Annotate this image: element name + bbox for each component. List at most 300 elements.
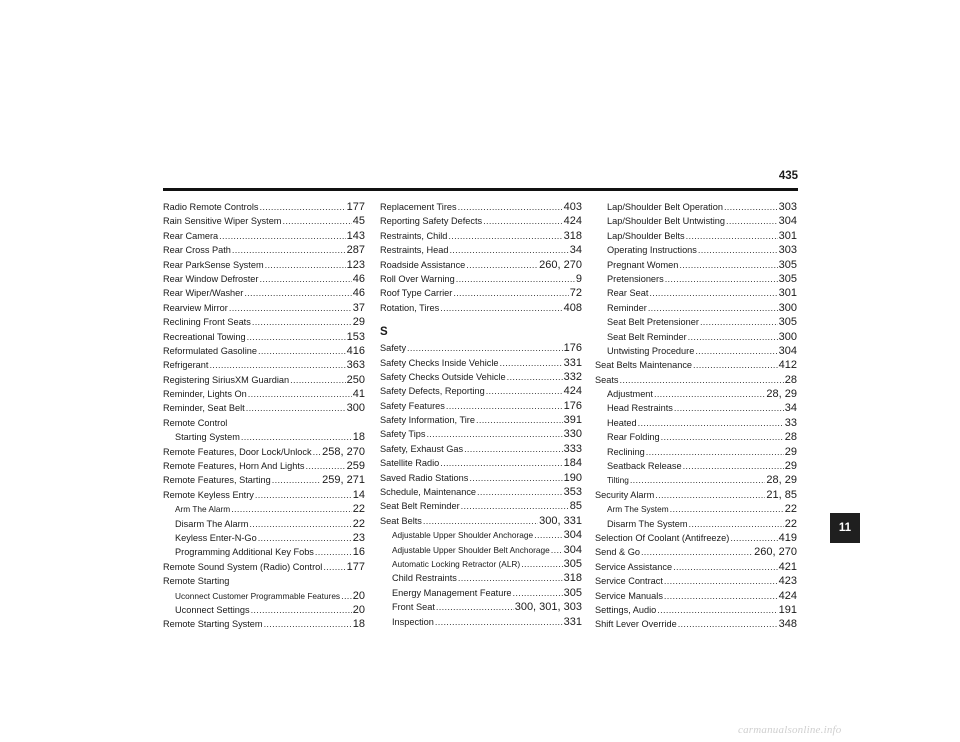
dot-leader bbox=[686, 229, 778, 243]
entry-term: Rear Wiper/Washer bbox=[163, 288, 244, 299]
entry-page-ref: 305 bbox=[778, 258, 797, 271]
dot-leader bbox=[477, 485, 563, 499]
index-entry bbox=[380, 341, 582, 355]
index-entry bbox=[595, 617, 797, 631]
dot-leader bbox=[674, 401, 784, 415]
entry-term: Remote Features, Starting bbox=[163, 475, 271, 486]
entry-page-ref: 45 bbox=[352, 215, 365, 228]
entry-page-ref: 28 bbox=[784, 373, 797, 386]
dot-leader bbox=[260, 200, 346, 214]
entry-page-ref: 305 bbox=[778, 272, 797, 285]
entry-term: Pregnant Women bbox=[607, 259, 679, 270]
index-entry bbox=[380, 301, 582, 315]
entry-term: Safety Defects, Reporting bbox=[380, 386, 485, 397]
entry-page-ref: 300, 331 bbox=[539, 514, 582, 527]
entry-term: Reclining bbox=[607, 446, 645, 457]
dot-leader bbox=[507, 370, 563, 384]
entry-term: Reclining Front Seats bbox=[163, 317, 251, 328]
index-entry bbox=[380, 399, 582, 413]
index-subentry bbox=[595, 401, 797, 415]
entry-page-ref: 18 bbox=[352, 431, 365, 444]
header-rule bbox=[163, 188, 798, 191]
index-entry bbox=[595, 574, 797, 588]
entry-page-ref: 419 bbox=[778, 531, 797, 544]
index-subentry bbox=[595, 387, 797, 401]
entry-term: Adjustment bbox=[607, 389, 653, 400]
entry-page-ref: 300 bbox=[778, 301, 797, 314]
dot-leader bbox=[272, 473, 321, 487]
entry-term: Saved Radio Stations bbox=[380, 472, 469, 483]
index-entry bbox=[380, 413, 582, 427]
entry-term: Safety Features bbox=[380, 400, 445, 411]
index-subentry bbox=[380, 600, 582, 614]
entry-page-ref: 423 bbox=[778, 575, 797, 588]
dot-leader bbox=[247, 330, 346, 344]
index-entry bbox=[595, 488, 797, 502]
dot-leader bbox=[689, 517, 784, 531]
dot-leader bbox=[258, 531, 352, 545]
entry-page-ref: 305 bbox=[563, 586, 582, 599]
dot-leader bbox=[661, 430, 784, 444]
dot-leader bbox=[483, 214, 563, 228]
entry-page-ref: 22 bbox=[784, 517, 797, 530]
entry-page-ref: 391 bbox=[563, 414, 582, 427]
index-entry bbox=[163, 560, 365, 574]
entry-page-ref: 23 bbox=[352, 531, 365, 544]
index-subentry bbox=[595, 272, 797, 286]
index-entry bbox=[380, 214, 582, 228]
index-entry bbox=[380, 229, 582, 243]
index-entry bbox=[163, 286, 365, 300]
dot-leader bbox=[693, 358, 778, 372]
entry-page-ref: 72 bbox=[569, 287, 582, 300]
index-entry bbox=[163, 574, 365, 588]
index-entry bbox=[163, 344, 365, 358]
entry-term: Reformulated Gasoline bbox=[163, 345, 257, 356]
entry-page-ref: 300, 301, 303 bbox=[514, 601, 582, 614]
dot-leader bbox=[499, 356, 562, 370]
entry-page-ref: 258, 270 bbox=[322, 445, 365, 458]
entry-page-ref: 28 bbox=[784, 431, 797, 444]
entry-page-ref: 34 bbox=[784, 402, 797, 415]
dot-leader bbox=[323, 560, 345, 574]
index-entry bbox=[380, 286, 582, 300]
entry-term: Seats bbox=[595, 374, 619, 385]
index-subentry bbox=[595, 445, 797, 459]
entry-term: Rearview Mirror bbox=[163, 302, 228, 313]
index-entry bbox=[380, 272, 582, 286]
entry-page-ref: 259 bbox=[346, 460, 365, 473]
entry-term: Remote Features, Horn And Lights bbox=[163, 461, 305, 472]
index-subentry bbox=[380, 586, 582, 600]
dot-leader bbox=[683, 459, 784, 473]
dot-leader bbox=[436, 600, 514, 614]
entry-page-ref: 301 bbox=[778, 229, 797, 242]
index-subentry bbox=[595, 517, 797, 531]
entry-page-ref: 424 bbox=[563, 385, 582, 398]
entry-page-ref: 22 bbox=[352, 517, 365, 530]
dot-leader bbox=[251, 603, 352, 617]
index-subentry bbox=[380, 571, 582, 585]
entry-page-ref: 21, 85 bbox=[766, 488, 797, 501]
index-subentry bbox=[595, 473, 797, 487]
index-entry bbox=[595, 560, 797, 574]
dot-leader bbox=[630, 473, 766, 487]
entry-term: Seat Belts bbox=[380, 515, 422, 526]
entry-term: Service Manuals bbox=[595, 590, 663, 601]
entry-term: Safety Tips bbox=[380, 429, 426, 440]
entry-page-ref: 29 bbox=[352, 316, 365, 329]
index-subentry bbox=[595, 459, 797, 473]
entry-term: Remote Sound System (Radio) Control bbox=[163, 561, 323, 572]
index-entry bbox=[163, 301, 365, 315]
entry-term: Safety bbox=[380, 343, 407, 354]
dot-leader bbox=[641, 545, 753, 559]
entry-term: Heated bbox=[607, 417, 637, 428]
index-entry bbox=[595, 531, 797, 545]
index-subentry bbox=[595, 430, 797, 444]
entry-term: Restraints, Head bbox=[380, 245, 449, 256]
entry-term: Satellite Radio bbox=[380, 458, 440, 469]
dot-leader bbox=[456, 272, 575, 286]
index-subentry bbox=[163, 545, 365, 559]
dot-leader bbox=[407, 341, 563, 355]
dot-leader bbox=[665, 272, 778, 286]
index-subentry bbox=[595, 286, 797, 300]
index-subentry bbox=[163, 589, 365, 603]
entry-page-ref: 424 bbox=[778, 589, 797, 602]
dot-leader bbox=[219, 229, 345, 243]
dot-leader bbox=[246, 401, 346, 415]
entry-term: Child Restraints bbox=[392, 573, 457, 584]
entry-term: Seat Belt Reminder bbox=[607, 331, 687, 342]
dot-leader bbox=[446, 399, 563, 413]
dot-leader bbox=[486, 384, 563, 398]
dot-leader bbox=[252, 315, 352, 329]
index-entry bbox=[595, 545, 797, 559]
entry-page-ref: 416 bbox=[346, 344, 365, 357]
entry-page-ref: 333 bbox=[563, 442, 582, 455]
entry-page-ref: 184 bbox=[563, 457, 582, 470]
entry-term: Service Contract bbox=[595, 576, 663, 587]
entry-term: Arm The Alarm bbox=[175, 504, 231, 515]
dot-leader bbox=[282, 214, 351, 228]
index-subentry bbox=[380, 543, 582, 557]
index-column-b-s-entries bbox=[380, 341, 582, 629]
entry-term: Radio Remote Controls bbox=[163, 202, 259, 212]
index-entry bbox=[380, 243, 582, 257]
entry-page-ref: 332 bbox=[563, 370, 582, 383]
index-subentry bbox=[595, 502, 797, 516]
entry-term: Tilting bbox=[607, 475, 629, 486]
entry-term: Settings, Audio bbox=[595, 604, 657, 615]
entry-term: Arm The System bbox=[607, 504, 669, 515]
index-entry bbox=[380, 427, 582, 441]
entry-term: Rear Seat bbox=[607, 288, 649, 299]
entry-page-ref: 18 bbox=[352, 618, 365, 631]
entry-term: Uconnect Customer Programmable Features bbox=[175, 590, 341, 601]
dot-leader bbox=[426, 427, 562, 441]
dot-leader bbox=[209, 358, 345, 372]
entry-term: Recreational Towing bbox=[163, 331, 246, 342]
entry-term: Rear Camera bbox=[163, 230, 219, 241]
index-column-c bbox=[595, 200, 797, 632]
entry-term: Starting System bbox=[175, 432, 240, 443]
entry-term: Remote Features, Door Lock/Unlock bbox=[163, 446, 312, 457]
dot-leader bbox=[620, 373, 784, 387]
index-entry bbox=[163, 401, 365, 415]
dot-leader bbox=[654, 387, 765, 401]
entry-page-ref: 300 bbox=[346, 402, 365, 415]
index-subentry bbox=[595, 229, 797, 243]
index-subentry bbox=[380, 557, 582, 571]
index-subentry bbox=[163, 531, 365, 545]
dot-leader bbox=[315, 545, 352, 559]
index-entry bbox=[163, 243, 365, 257]
entry-page-ref: 412 bbox=[778, 359, 797, 372]
entry-term: Registering SiriusXM Guardian bbox=[163, 374, 290, 385]
index-entry bbox=[163, 373, 365, 387]
index-subentry bbox=[595, 416, 797, 430]
dot-leader bbox=[657, 603, 777, 617]
entry-page-ref: 20 bbox=[352, 589, 365, 602]
entry-term: Rain Sensitive Wiper System bbox=[163, 216, 282, 227]
entry-page-ref: 421 bbox=[778, 560, 797, 573]
entry-page-ref: 176 bbox=[563, 399, 582, 412]
dot-leader bbox=[679, 258, 777, 272]
entry-page-ref: 14 bbox=[352, 488, 365, 501]
index-entry bbox=[380, 471, 582, 485]
dot-leader bbox=[678, 617, 778, 631]
entry-term: Rear Cross Path bbox=[163, 245, 231, 256]
dot-leader bbox=[534, 528, 562, 542]
entry-term: Uconnect Settings bbox=[175, 604, 250, 615]
index-entry bbox=[595, 603, 797, 617]
index-entry bbox=[595, 358, 797, 372]
entry-term: Disarm The Alarm bbox=[175, 518, 249, 529]
index-subentry bbox=[163, 517, 365, 531]
index-entry bbox=[163, 214, 365, 228]
entry-page-ref: 304 bbox=[778, 344, 797, 357]
index-entry bbox=[380, 499, 582, 513]
dot-leader bbox=[449, 243, 568, 257]
entry-page-ref: 177 bbox=[346, 560, 365, 573]
index-entry bbox=[163, 330, 365, 344]
index-subentry bbox=[595, 344, 797, 358]
dot-leader bbox=[435, 615, 563, 629]
watermark: carmanualsonline.info bbox=[738, 724, 842, 736]
entry-page-ref: 28, 29 bbox=[766, 388, 797, 401]
entry-term: Safety Checks Inside Vehicle bbox=[380, 357, 499, 368]
entry-term: Disarm The System bbox=[607, 518, 688, 529]
entry-page-ref: 33 bbox=[784, 416, 797, 429]
entry-term: Reporting Safety Defects bbox=[380, 216, 483, 227]
dot-leader bbox=[255, 488, 352, 502]
dot-leader bbox=[244, 286, 351, 300]
entry-term: Rear Folding bbox=[607, 432, 660, 443]
entry-term: Lap/Shoulder Belts bbox=[607, 230, 685, 241]
entry-term: Head Restraints bbox=[607, 403, 673, 414]
section-tab: 11 bbox=[830, 513, 860, 543]
index-subentry bbox=[595, 301, 797, 315]
dot-leader bbox=[464, 442, 563, 456]
index-entry bbox=[163, 459, 365, 473]
entry-page-ref: 177 bbox=[346, 201, 365, 213]
dot-leader bbox=[698, 243, 778, 257]
dot-leader bbox=[551, 543, 563, 557]
entry-term: Seat Belts Maintenance bbox=[595, 360, 693, 371]
entry-page-ref: 9 bbox=[575, 272, 582, 285]
entry-term: Reminder bbox=[607, 302, 647, 313]
entry-term: Seat Belt Reminder bbox=[380, 501, 460, 512]
index-subentry bbox=[163, 430, 365, 444]
index-subentry bbox=[595, 214, 797, 228]
entry-page-ref: 29 bbox=[784, 445, 797, 458]
entry-term: Adjustable Upper Shoulder Anchorage bbox=[392, 530, 534, 541]
index-entry bbox=[163, 229, 365, 243]
entry-page-ref: 348 bbox=[778, 618, 797, 631]
entry-page-ref: 363 bbox=[346, 359, 365, 372]
entry-page-ref: 22 bbox=[784, 503, 797, 516]
dot-leader bbox=[241, 430, 352, 444]
entry-page-ref: 424 bbox=[563, 215, 582, 228]
entry-page-ref: 46 bbox=[352, 287, 365, 300]
entry-term: Replacement Tires bbox=[380, 202, 457, 212]
entry-term: Rotation, Tires bbox=[380, 302, 440, 313]
entry-term: Rear ParkSense System bbox=[163, 259, 264, 270]
dot-leader bbox=[688, 330, 778, 344]
dot-leader bbox=[440, 301, 562, 315]
entry-term: Energy Management Feature bbox=[392, 587, 512, 598]
index-entry bbox=[163, 416, 365, 430]
entry-term: Adjustable Upper Shoulder Belt Anchorage bbox=[392, 544, 550, 555]
dot-leader bbox=[265, 258, 346, 272]
entry-term: Remote Starting bbox=[163, 576, 230, 587]
index-entry bbox=[163, 617, 365, 631]
entry-term: Selection Of Coolant (Antifreeze) bbox=[595, 532, 730, 543]
entry-page-ref: 318 bbox=[563, 229, 582, 242]
dot-leader bbox=[259, 272, 351, 286]
index-entry bbox=[380, 258, 582, 272]
entry-term: Automatic Locking Retractor (ALR) bbox=[392, 558, 521, 569]
index-entry bbox=[163, 445, 365, 459]
index-entry bbox=[595, 373, 797, 387]
entry-term: Seat Belt Pretensioner bbox=[607, 317, 699, 328]
index-subentry bbox=[595, 243, 797, 257]
index-entry bbox=[380, 356, 582, 370]
entry-term: Inspection bbox=[392, 616, 434, 627]
dot-leader bbox=[448, 229, 562, 243]
dot-leader bbox=[724, 200, 778, 214]
entry-page-ref: 85 bbox=[569, 500, 582, 513]
entry-term: Operating Instructions bbox=[607, 245, 697, 256]
dot-leader bbox=[469, 471, 562, 485]
index-entry bbox=[380, 485, 582, 499]
entry-page-ref: 190 bbox=[563, 471, 582, 484]
dot-leader bbox=[646, 445, 784, 459]
dot-leader bbox=[229, 301, 352, 315]
entry-term: Roll Over Warning bbox=[380, 273, 455, 284]
entry-page-ref: 287 bbox=[346, 244, 365, 257]
entry-term: Restraints, Child bbox=[380, 230, 448, 241]
dot-leader bbox=[440, 456, 562, 470]
dot-leader bbox=[466, 258, 538, 272]
dot-leader bbox=[458, 571, 563, 585]
entry-page-ref: 300 bbox=[778, 330, 797, 343]
entry-term: Untwisting Procedure bbox=[607, 345, 695, 356]
entry-page-ref: 301 bbox=[778, 287, 797, 300]
entry-page-ref: 304 bbox=[778, 215, 797, 228]
dot-leader bbox=[648, 301, 778, 315]
index-subentry bbox=[595, 315, 797, 329]
dot-leader bbox=[461, 499, 569, 513]
entry-page-ref: 16 bbox=[352, 546, 365, 559]
entry-term: Refrigerant bbox=[163, 360, 209, 371]
index-column-a bbox=[163, 200, 365, 632]
entry-term: Seatback Release bbox=[607, 461, 682, 472]
dot-leader bbox=[664, 574, 778, 588]
index-entry bbox=[163, 315, 365, 329]
entry-term: Roadside Assistance bbox=[380, 259, 466, 270]
index-entry bbox=[595, 589, 797, 603]
entry-term: Programming Additional Key Fobs bbox=[175, 547, 314, 558]
entry-page-ref: 176 bbox=[563, 342, 582, 355]
entry-term: Safety, Exhaust Gas bbox=[380, 443, 464, 454]
entry-page-ref: 191 bbox=[778, 603, 797, 616]
dot-leader bbox=[700, 315, 778, 329]
index-subentry bbox=[380, 615, 582, 629]
entry-term: Safety Checks Outside Vehicle bbox=[380, 371, 506, 382]
index-entry bbox=[380, 200, 582, 214]
entry-page-ref: 41 bbox=[352, 388, 365, 401]
entry-term: Roof Type Carrier bbox=[380, 288, 453, 299]
index-column-b bbox=[380, 200, 582, 629]
dot-leader bbox=[695, 344, 777, 358]
entry-page-ref: 408 bbox=[563, 301, 582, 314]
dot-leader bbox=[649, 286, 777, 300]
entry-page-ref: 37 bbox=[352, 301, 365, 314]
dot-leader bbox=[458, 200, 563, 214]
entry-page-ref: 250 bbox=[346, 373, 365, 386]
entry-page-ref: 318 bbox=[563, 572, 582, 585]
entry-term: Reminder, Seat Belt bbox=[163, 403, 245, 414]
index-column-b-r-entries bbox=[380, 200, 582, 315]
entry-page-ref: 20 bbox=[352, 603, 365, 616]
entry-term: Schedule, Maintenance bbox=[380, 487, 477, 498]
entry-page-ref: 260, 270 bbox=[754, 546, 797, 559]
entry-term: Lap/Shoulder Belt Operation bbox=[607, 202, 723, 212]
dot-leader bbox=[232, 243, 346, 257]
entry-term: Keyless Enter-N-Go bbox=[175, 532, 257, 543]
entry-page-ref: 403 bbox=[563, 201, 582, 213]
entry-term: Reminder, Lights On bbox=[163, 389, 247, 400]
entry-page-ref: 304 bbox=[563, 529, 582, 542]
page-number: 435 bbox=[778, 170, 798, 182]
entry-term: Rear Window Defroster bbox=[163, 273, 259, 284]
index-entry bbox=[380, 456, 582, 470]
entry-page-ref: 29 bbox=[784, 460, 797, 473]
entry-page-ref: 28, 29 bbox=[766, 474, 797, 487]
dot-leader bbox=[521, 557, 562, 571]
dot-leader bbox=[258, 344, 346, 358]
dot-leader bbox=[730, 531, 777, 545]
dot-leader bbox=[248, 387, 352, 401]
entry-page-ref: 46 bbox=[352, 272, 365, 285]
dot-leader bbox=[670, 502, 784, 516]
dot-leader bbox=[476, 413, 563, 427]
entry-page-ref: 303 bbox=[778, 201, 797, 213]
entry-page-ref: 331 bbox=[563, 615, 582, 628]
